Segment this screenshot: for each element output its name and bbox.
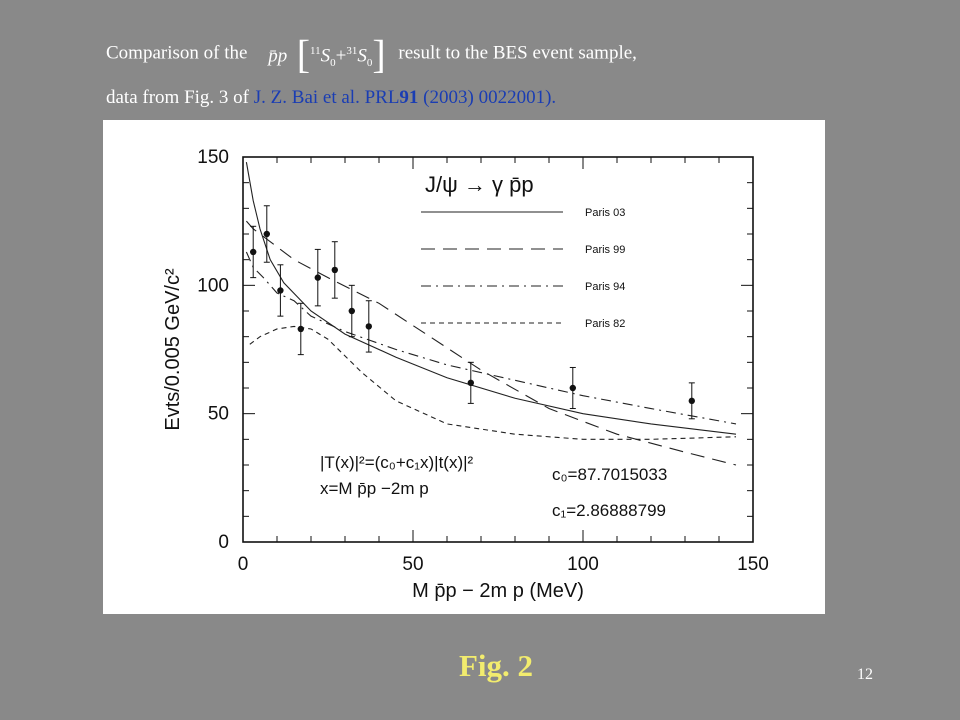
data-point bbox=[332, 267, 338, 273]
data-point bbox=[298, 326, 304, 332]
reference-line bbox=[106, 87, 556, 109]
series-line bbox=[250, 326, 736, 439]
y-axis-label: Evts/0.005 GeV/c² bbox=[162, 268, 184, 431]
reference-prefix: data from Fig. 3 of bbox=[106, 87, 250, 108]
x-tick-label: 50 bbox=[402, 554, 424, 575]
data-point bbox=[468, 380, 474, 386]
data-point bbox=[570, 385, 576, 391]
x-tick-label: 0 bbox=[237, 554, 249, 575]
data-point bbox=[250, 249, 256, 255]
formula-state-a: S bbox=[320, 45, 331, 67]
formula-state-a-sup: 11 bbox=[310, 45, 321, 57]
reference-rest: (2003) 0022001). bbox=[423, 87, 557, 108]
data-point bbox=[315, 274, 321, 280]
legend-label: Paris 03 bbox=[585, 207, 626, 219]
y-tick-label: 150 bbox=[197, 147, 229, 168]
reference-volume: 91 bbox=[399, 87, 419, 108]
annotation-c1: c₁=2.86888799 bbox=[552, 501, 666, 520]
page-number: 12 bbox=[857, 666, 873, 683]
formula-plus: + bbox=[335, 45, 347, 67]
data-point bbox=[277, 287, 283, 293]
y-tick-label: 100 bbox=[197, 275, 229, 297]
legend-label: Paris 94 bbox=[585, 281, 626, 293]
figure-label: Fig. 2 bbox=[459, 648, 534, 683]
slide-title-line bbox=[106, 31, 637, 77]
y-tick-label: 0 bbox=[218, 532, 229, 553]
y-tick-label: 50 bbox=[207, 403, 229, 425]
formula-state-b-sup: 31 bbox=[346, 45, 358, 57]
data-point bbox=[264, 231, 270, 237]
data-point bbox=[366, 323, 372, 329]
formula-state-b-sub: 0 bbox=[366, 57, 373, 70]
annotation-formula-1: |T(x)|²=(c₀+c₁x)|t(x)|² bbox=[320, 453, 474, 472]
reference-authors: J. Z. Bai et al. PRL bbox=[253, 87, 400, 108]
title-prefix: Comparison of the bbox=[106, 42, 248, 64]
legend-label: Paris 99 bbox=[585, 244, 626, 256]
annotation-formula-2: x=M p̄p −2m p bbox=[320, 479, 429, 498]
formula-pp: p̄p bbox=[268, 45, 288, 67]
x-tick-label: 100 bbox=[567, 554, 599, 575]
annotation-c0: c₀=87.7015033 bbox=[552, 465, 668, 484]
series-line bbox=[246, 221, 736, 465]
formula-state-b: S bbox=[357, 45, 367, 67]
x-axis-label: M p̄p − 2m p (MeV) bbox=[412, 580, 584, 602]
x-tick-label: 150 bbox=[737, 554, 769, 575]
plot-title: J/ψ → γ p̄p bbox=[425, 172, 534, 197]
title-suffix: result to the BES event sample, bbox=[398, 42, 637, 64]
series-line bbox=[246, 162, 736, 434]
legend-label: Paris 82 bbox=[585, 318, 626, 330]
chart bbox=[103, 120, 825, 614]
plot-panel bbox=[103, 120, 825, 614]
data-point bbox=[349, 308, 355, 314]
formula-state-a-sub: 0 bbox=[330, 57, 336, 70]
state-formula: p̄p $[^{11}S_0+^{31}S_0]$ bbox=[268, 31, 386, 77]
data-point bbox=[689, 398, 695, 404]
